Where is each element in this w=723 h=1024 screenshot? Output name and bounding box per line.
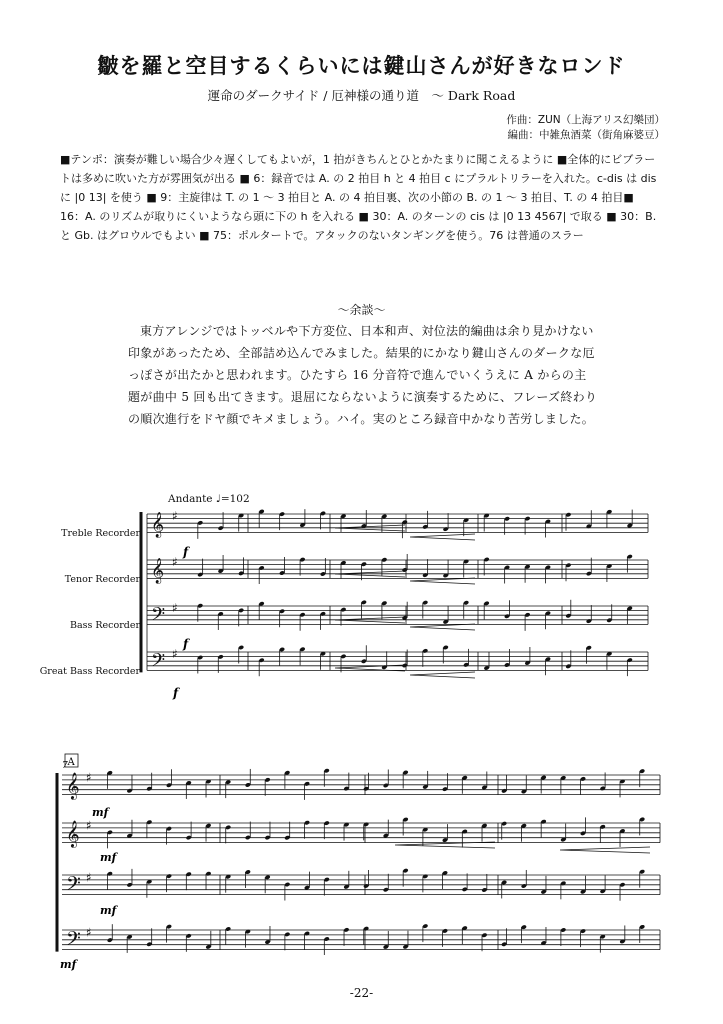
key-signature: ♯ [86,870,92,885]
page-subtitle: 運命のダークサイド / 厄神様の通り道 ～ Dark Road [207,88,516,103]
arranger-credit: 編曲：中雑魚酒菜（街角麻婆豆） [507,129,665,141]
instrument-label: Bass Recorder [69,620,140,631]
key-signature: ♯ [86,818,92,833]
crescendo-hairpin [560,847,650,853]
instrument-label: Treble Recorder [61,528,140,539]
instrument-label: Great Bass Recorder [39,666,140,677]
bass-clef: 𝄢 [151,650,166,676]
treble-clef: 𝄞 [66,773,80,800]
dynamic-marking: mf [100,904,117,917]
dynamic-marking: mf [92,806,109,819]
aside-text: 東方アレンジではトッベルや下方変位、日本和声、対位法的編曲は余り見かけない印象があったため、全部詰め込んでみました。結果的にかなり鍵山さんのダークな厄っぽさが出たかと思われます。ひたすら 16 分音符で進んでいくうえに A からの主題が曲中 5 回も出てきます。退屈にならないように演奏するために、フレーズ終わりの順次進行をドヤ顔でキメましょう。ハイ。実のところ録音中かなり苦労しました。 [128,324,598,426]
key-signature: ♯ [172,646,178,661]
crescendo-hairpin [410,578,475,584]
crescendo-hairpin [410,624,475,630]
treble-clef: 𝄞 [151,512,165,538]
key-signature: ♯ [172,600,178,615]
bass-clef: 𝄢 [151,604,166,630]
page-title: 皺を羅と空目するくらいには鍵山さんが好きなロンド [97,53,626,78]
dynamic-marking: mf [60,958,77,971]
treble-clef: 𝄞 [151,558,165,584]
tempo-marking: Andante ♩=102 [168,493,250,505]
crescendo-hairpin [410,672,475,678]
dynamic-marking: f [183,545,189,559]
dynamic-marking: mf [100,851,117,864]
key-signature: ♯ [172,554,178,569]
key-signature: ♯ [172,508,178,523]
key-signature: ♯ [86,925,92,940]
bass-clef: 𝄢 [66,928,81,955]
crescendo-hairpin [410,534,475,540]
dynamic-marking: f [183,637,189,651]
instrument-label: Tenor Recorder [64,574,140,585]
rehearsal-mark: A [67,757,75,768]
key-signature: ♯ [86,770,92,785]
composer-credit: 作曲：ZUN（上海アリス幻樂団） [506,114,665,126]
dynamic-marking: f [173,686,179,700]
performance-notes: ■テンポ：演奏が難しい場合少々遅くしてもよいが，1 拍がきちんとひとかたまりに聞こえるように ■全体的にビブラートは多めに吹いた方が雰囲気が出る ■ 6：録音では A. の 2 拍目 h と 4 拍目 c にプラルトリラーを入れた。c-dis は dis に |0 13| を使う ■ 9：主旋律は T. の 1 ～ 3 拍目と A. の 4 拍目裏、次の小節の B. の 1 ～ 3 拍目、T. の 4 拍目■ 16：A. のリズムが取りにくいようなら頭に下の h を入れる ■ 30：A. のターンの cis は |0 13 4567| で取る ■ 30：B. と Gb. はグロウルでもよい ■ 75：ポルタートで。アタックのないタンギングを使う。76 は普通のスラー [60,153,657,242]
aside-heading: ～余談～ [337,303,386,317]
measure-number: 7 [62,761,68,771]
treble-clef: 𝄞 [66,821,80,848]
page-number: -22- [349,986,374,1000]
bass-clef: 𝄢 [66,873,81,900]
